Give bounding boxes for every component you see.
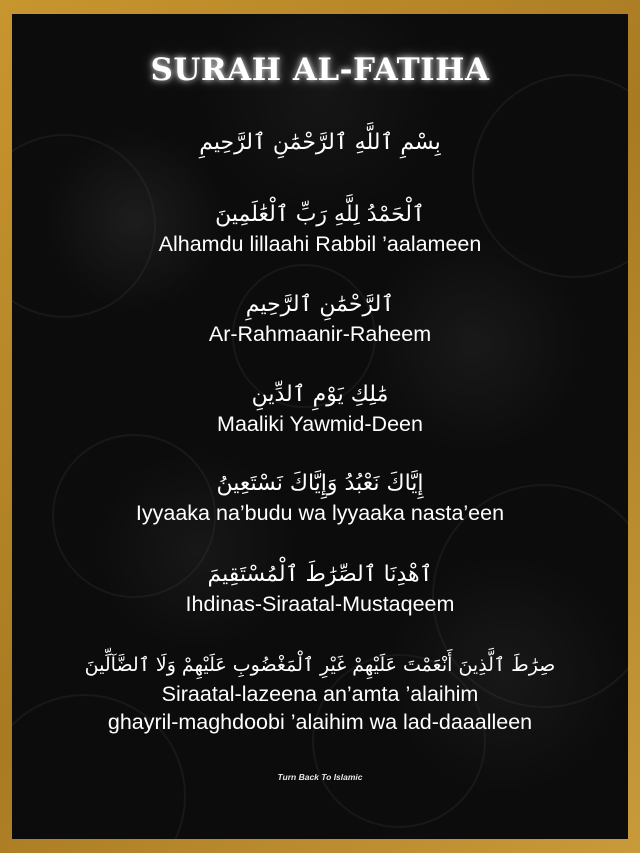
verse-arabic: إِيَّاكَ نَعْبُدُ وَإِيَّاكَ نَسْتَعِينُ [216,471,424,496]
verse-arabic: مَٰلِكِ يَوْمِ ٱلدِّينِ [251,382,389,407]
verse-transliteration-line-1: Siraatal-lazeena an’amta ’alaihim [161,682,479,706]
verse-transliteration: Iyyaaka na’budu wa lyyaaka nasta’een [135,501,505,525]
verse-3 [12,380,628,438]
verse-arabic: ٱلرَّحْمَٰنِ ٱلرَّحِيمِ [245,292,395,317]
verse-transliteration: Ihdinas-Siraatal-Mustaqeem [185,592,455,616]
verse-5 [12,560,628,618]
verse-1 [12,200,628,258]
verse-transliteration-line-2: ghayril-maghdoobi ’alaihim wa lad-daaalleen [107,710,533,734]
black-panel [12,14,628,839]
basmala-calligraphy: بِسْمِ ٱللَّهِ ٱلرَّحْمَٰنِ ٱلرَّحِيمِ [199,130,441,155]
verse-arabic: ٱهْدِنَا ٱلصِّرَٰطَ ٱلْمُسْتَقِيمَ [207,562,433,587]
verse-arabic: صِرَٰطَ ٱلَّذِينَ أَنْعَمْتَ عَلَيْهِمْ غَيْرِ ٱلْمَغْضُوبِ عَلَيْهِمْ وَلَا ٱلضَّآلِّينَ [84,654,556,676]
verse-transliteration: Ar-Rahmaanir-Raheem [208,322,432,346]
verse-4 [12,469,628,527]
verse-2 [12,290,628,348]
page-title: SURAH AL-FATIHA [150,52,490,88]
verse-6 [12,650,628,736]
verse-transliteration: Alhamdu lillaahi Rabbil ’aalameen [158,232,482,256]
verse-arabic: ٱلْحَمْدُ لِلَّهِ رَبِّ ٱلْعَٰلَمِينَ [215,202,425,227]
footer-credit: Turn Back To Islamic [277,772,363,782]
verse-transliteration: Maaliki Yawmid-Deen [217,412,423,436]
